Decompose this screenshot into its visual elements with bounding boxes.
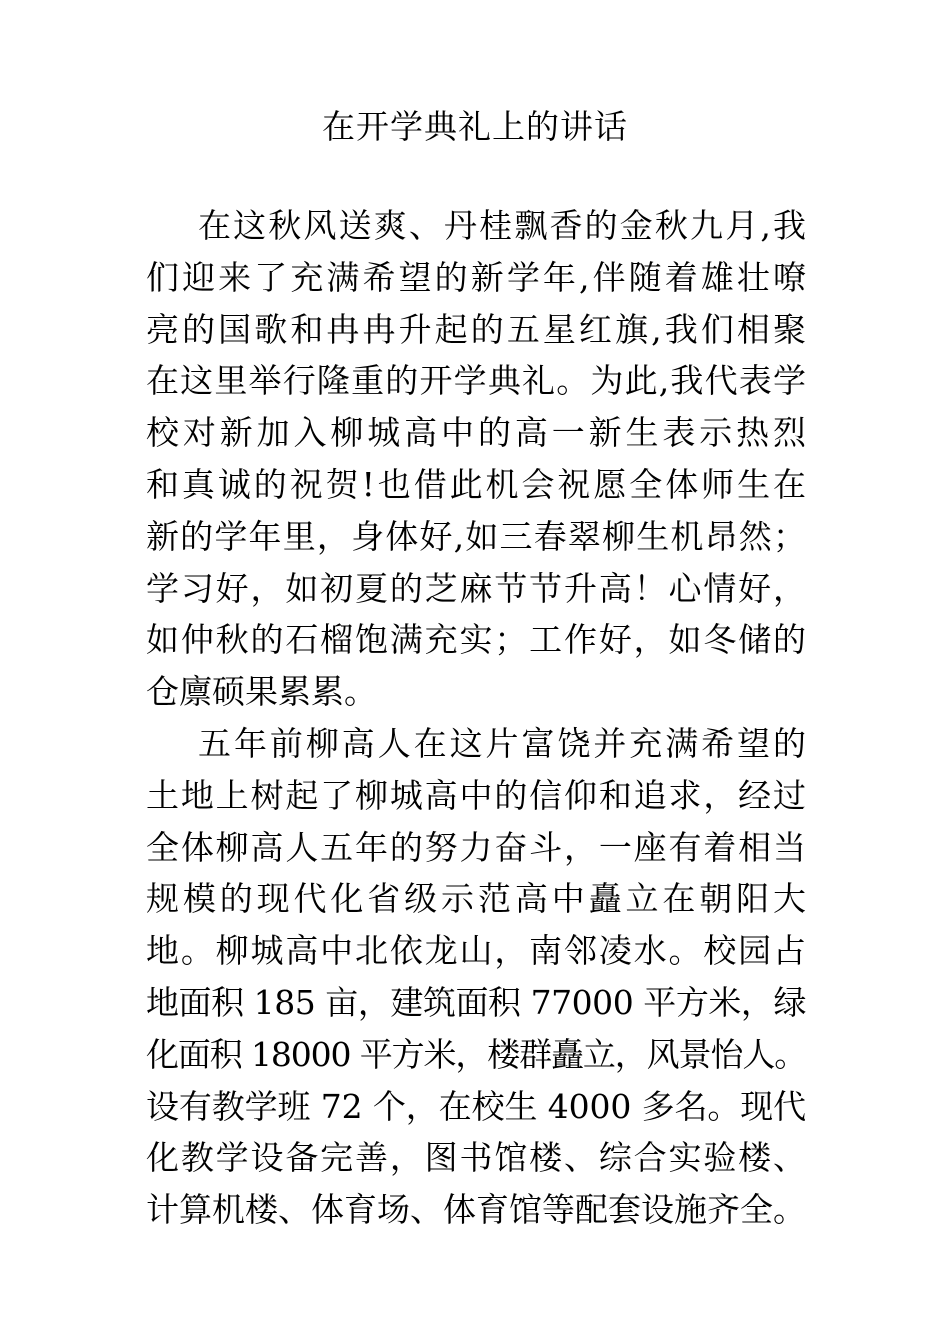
text-line: 化面积 18000 平方米，楼群矗立，风景怡人。 — [146, 1034, 807, 1074]
text-line: 化教学设备完善，图书馆楼、综合实验楼、 — [146, 1138, 806, 1178]
text-line: 仓廪硕果累累。 — [146, 672, 377, 712]
text-line: 设有教学班 72 个，在校生 4000 多名。现代 — [146, 1086, 806, 1126]
document-title: 在开学典礼上的讲话 — [322, 107, 628, 146]
text-line: 在这秋风送爽、丹桂飘香的金秋九月,我 — [198, 206, 806, 245]
text-line: 在这里举行隆重的开学典礼。为此,我代表学 — [146, 361, 806, 401]
text-line: 们迎来了充满希望的新学年,伴随着雄壮嘹 — [146, 257, 806, 297]
text-line: 全体柳高人五年的努力奋斗，一座有着相当 — [146, 827, 806, 867]
document-body — [146, 200, 806, 1236]
text-line: 五年前柳高人在这片富饶并充满希望的 — [198, 723, 806, 763]
text-line: 学习好，如初夏的芝麻节节升高！心情好， — [146, 568, 806, 608]
text-line: 地面积 185 亩，建筑面积 77000 平方米，绿 — [146, 982, 806, 1022]
text-line: 土地上树起了柳城高中的信仰和追求，经过 — [146, 775, 806, 815]
text-line: 计算机楼、体育场、体育馆等配套设施齐全。 — [146, 1190, 806, 1230]
text-line: 地。柳城高中北依龙山，南邻凌水。校园占 — [146, 931, 806, 971]
text-line: 新的学年里，身体好,如三春翠柳生机昂然； — [146, 516, 806, 556]
text-line: 和真诚的祝贺!也借此机会祝愿全体师生在 — [146, 464, 806, 504]
text-line: 亮的国歌和冉冉升起的五星红旗,我们相聚 — [146, 309, 806, 349]
text-line: 如仲秋的石榴饱满充实；工作好，如冬储的 — [146, 620, 806, 660]
text-line: 校对新加入柳城高中的高一新生表示热烈 — [146, 413, 806, 453]
text-line: 规模的现代化省级示范高中矗立在朝阳大 — [146, 879, 806, 919]
paragraph-1 — [146, 200, 806, 718]
paragraph-2 — [146, 718, 806, 1236]
